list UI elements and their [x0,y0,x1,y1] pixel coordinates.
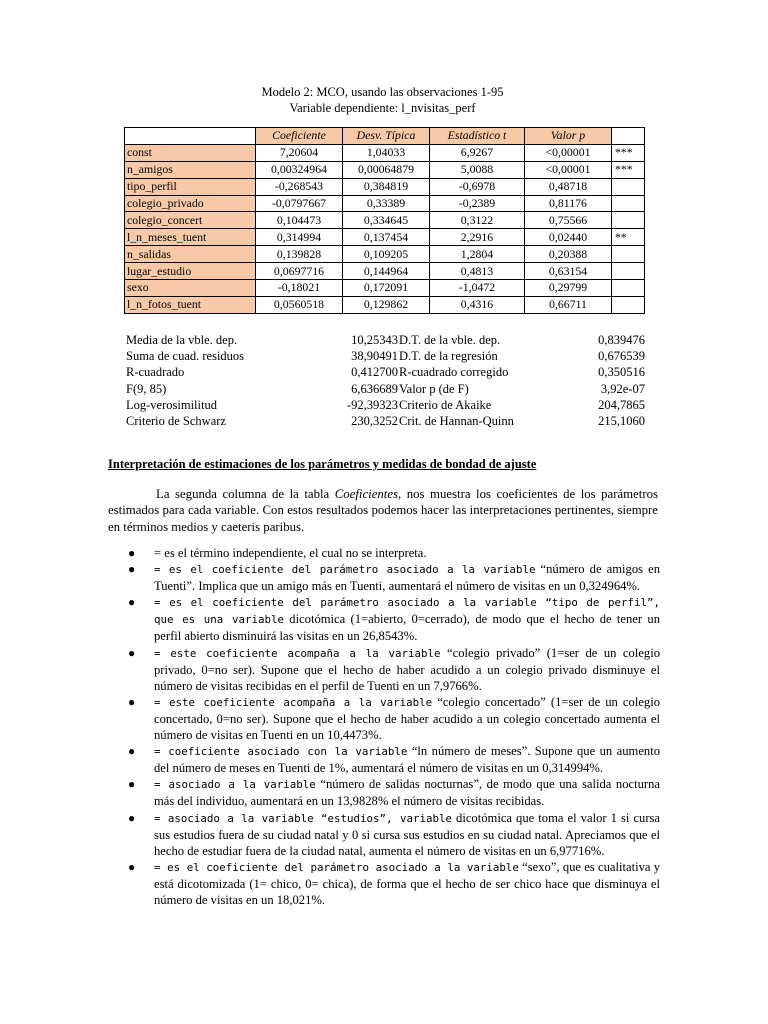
intro-text-before: La segunda columna de la tabla [156,487,335,501]
bullet-icon: ● [128,562,136,577]
list-item [108,545,660,561]
t-statistic-cell: -0,6978 [430,178,525,195]
header-valor-p: Valor p [525,128,612,145]
significance-stars-cell [612,280,645,297]
std-error-cell: 0,109205 [343,246,430,263]
table-row [125,229,645,246]
significance-stars-cell [612,212,645,229]
std-error-cell: 0,33389 [343,195,430,212]
coefficient-cell: 0,0697716 [256,263,343,280]
p-value-cell: 0,66711 [525,296,612,313]
stats-row [126,348,646,364]
stats-row [126,332,646,348]
table-body [125,144,645,313]
coefficient-cell: 0,104473 [256,212,343,229]
intro-paragraph [108,486,658,535]
coefficient-cell: -0,268543 [256,178,343,195]
t-statistic-cell: 0,4316 [430,296,525,313]
bullet-icon: ● [128,546,136,560]
stat-label-right: D.T. de la regresión [399,349,498,364]
std-error-cell: 0,334645 [343,212,430,229]
stat-value-left: 6,636689 [351,381,398,396]
bullet-icon: ● [128,694,136,709]
stat-value-right: 204,7865 [598,397,645,412]
table-row [125,178,645,195]
list-item-text: “ln número de meses”. Supone que un aumento del número de meses en Tuenti de 1%, aumentará el número de visitas en un 0,314994%. [154,744,660,776]
std-error-cell: 0,384819 [343,178,430,195]
stats-row [126,397,646,413]
stat-value-left: 0,412700 [351,365,398,380]
list-item-text: “número de amigos en Tuenti”. Implica que un amigo más en Tuenti, aumentará el número de visitas en un 0,324964%. [154,562,661,594]
bullet-icon: ● [128,859,136,874]
list-item-text: “sexo”, que es cualitativa y está dicotomizada (1= chico, 0= chica), de forma que el hecho de ser chico hace que disminuya el número de visitas en un 18,021%. [154,859,660,907]
p-value-cell: 0,48718 [525,178,612,195]
variable-name-cell: n_salidas [125,246,256,263]
p-value-cell: <0,00001 [525,144,612,161]
bullet-icon: ● [128,595,136,610]
list-item-lead: = este coeficiente acompaña a la variable [154,695,433,709]
significance-stars-cell: *** [612,161,645,178]
table-row [125,161,645,178]
list-item [108,776,660,809]
list-item-lead: = asociado a la variable [154,778,316,792]
list-item-text: dicotómica que toma el valor 1 si cursa sus estudios fuera de su ciudad natal y 0 si cursa sus estudios en su ciudad natal. Apreciamos que el hecho de estudiar fuera de la ciudad natal, aumenta el número de visitas en un 6,97716%. [154,810,660,858]
table-row [125,296,645,313]
list-item [108,810,660,859]
coefficient-cell: 0,00324964 [256,161,343,178]
intro-text-after: , nos muestra los coeficientes de los parámetros estimados para cada variable. Con estos resultados podemos hacer las interpretaciones pertinentes, siempre en términos medios y caeteris paribus. [108,487,659,534]
stat-label-left: Criterio de Schwarz [126,413,226,428]
list-item-text: “colegio privado” (1=ser de un colegio privado, 0=no ser). Supone que el hecho de haber acudido a un colegio privado disminuye el número de visitas recibidas en el perfil de Tuenti en un 7,9766%. [154,645,661,693]
list-item-lead: = coeficiente asociado con la variable [154,745,408,759]
table-row [125,263,645,280]
variable-name-cell: l_n_fotos_tuent [125,296,256,313]
coefficient-table [124,127,645,314]
stat-value-right: 0,676539 [598,349,645,364]
t-statistic-cell: -1,0472 [430,280,525,297]
bullet-icon: ● [128,777,136,792]
stat-label-left: Media de la vble. dep. [126,333,238,347]
list-item [108,743,660,776]
list-item-lead: = es el coeficiente del parámetro asociado a la variable “tipo de perfil”, que es una variable [154,596,660,627]
header-coeficiente: Coeficiente [256,128,343,145]
stat-value-left: -92,39323 [346,397,398,412]
stat-value-left: 10,25343 [351,333,398,347]
stat-value-right: 3,92e-07 [600,381,645,396]
significance-stars-cell [612,263,645,280]
coefficient-cell: -0,18021 [256,280,343,297]
stat-label-left: Suma de cuad. residuos [126,349,245,364]
variable-name-cell: const [125,144,256,161]
stats-row [126,381,646,397]
list-item-text: “número de salidas nocturnas”, de modo que una salida nocturna más del individuo, aumentará en un 13,9828% el número de visitas recibidas. [154,777,660,809]
stat-label-left: F(9, 85) [126,381,167,396]
goodness-of-fit-stats [126,332,646,429]
coefficient-cell: 0,0560518 [256,296,343,313]
list-item-lead: = este coeficiente acompaña a la variable [154,646,441,660]
stat-value-left: 230,3252 [351,413,398,428]
variable-name-cell: sexo [125,280,256,297]
significance-stars-cell: ** [612,229,645,246]
list-item-lead: = asociado a la variable “estudios”, variable [154,811,452,825]
t-statistic-cell: -0,2389 [430,195,525,212]
t-statistic-cell: 6,9267 [430,144,525,161]
model-header [120,84,645,116]
significance-stars-cell [612,246,645,263]
list-item-lead: = es el coeficiente del parámetro asociado a la variable [154,563,536,577]
list-item-text: = es el término independiente, el cual no se interpreta. [154,546,427,560]
stat-label-right: R-cuadrado corregido [399,365,509,380]
stat-label-left: Log-verosimilitud [126,397,217,412]
model-title: Modelo 2: MCO, usando las observaciones 1-95 [261,85,504,99]
p-value-cell: 0,75566 [525,212,612,229]
std-error-cell: 1,04033 [343,144,430,161]
std-error-cell: 0,00064879 [343,161,430,178]
p-value-cell: 0,81176 [525,195,612,212]
t-statistic-cell: 0,3122 [430,212,525,229]
significance-stars-cell [612,296,645,313]
t-statistic-cell: 2,2916 [430,229,525,246]
std-error-cell: 0,137454 [343,229,430,246]
stat-label-right: Criterio de Akaike [399,397,492,412]
coefficient-cell: -0,0797667 [256,195,343,212]
t-statistic-cell: 5,0088 [430,161,525,178]
header-stars-cell [612,128,645,145]
variable-name-cell: colegio_privado [125,195,256,212]
stat-label-right: Valor p (de F) [399,381,469,396]
p-value-cell: 0,20388 [525,246,612,263]
std-error-cell: 0,129862 [343,296,430,313]
list-item [108,694,660,743]
dependent-variable: Variable dependiente: l_nvisitas_perf [289,101,476,115]
table-row [125,212,645,229]
section-title: Interpretación de estimaciones de los parámetros y medidas de bondad de ajuste [108,457,537,471]
coefficient-cell: 0,139828 [256,246,343,263]
table-header-row [125,128,645,145]
table-row [125,246,645,263]
stat-value-right: 0,839476 [598,333,645,347]
stat-label-right: Crit. de Hannan-Quinn [399,413,514,428]
stat-value-right: 0,350516 [598,365,645,380]
p-value-cell: 0,29799 [525,280,612,297]
variable-name-cell: n_amigos [125,161,256,178]
intro-italic-word: Coeficientes [334,487,399,501]
table-row [125,195,645,212]
significance-stars-cell [612,195,645,212]
t-statistic-cell: 0,4813 [430,263,525,280]
t-statistic-cell: 1,2804 [430,246,525,263]
bullet-icon: ● [128,810,136,825]
list-item-text: dicotómica (1=abierto, 0=cerrado), de modo que el hecho de tener un perfil abierto disminuirá las visitas en un 26,8543%. [154,612,660,644]
std-error-cell: 0,172091 [343,280,430,297]
p-value-cell: 0,02440 [525,229,612,246]
table-row [125,280,645,297]
significance-stars-cell: *** [612,144,645,161]
interpretation-list [108,545,660,908]
list-item [108,561,660,594]
stats-row [126,364,646,380]
std-error-cell: 0,144964 [343,263,430,280]
coefficient-cell: 0,314994 [256,229,343,246]
stat-value-left: 38,90491 [351,349,398,364]
list-item-lead: = es el coeficiente del parámetro asociado a la variable [154,860,519,874]
variable-name-cell: l_n_meses_tuent [125,229,256,246]
list-item-text: “colegio concertado” (1=ser de un colegio concertado, 0=no ser). Supone que el hecho de haber acudido a un colegio concertado aumenta el número de visitas en Tuenti en un 10,4473%. [154,694,660,743]
list-item [108,859,660,908]
stat-label-right: D.T. de la vble. dep. [399,333,501,347]
table-row [125,144,645,161]
significance-stars-cell [612,178,645,195]
variable-name-cell: colegio_concert [125,212,256,229]
p-value-cell: 0,63154 [525,263,612,280]
list-item [108,645,660,694]
header-desv-tipica: Desv. Típica [343,128,430,145]
bullet-icon: ● [128,645,136,660]
header-blank-cell [125,128,256,145]
stat-label-left: R-cuadrado [126,365,185,380]
bullet-icon: ● [128,744,136,759]
header-estadistico-t: Estadístico t [430,128,525,145]
list-item [108,594,660,644]
stats-row [126,413,646,429]
p-value-cell: <0,00001 [525,161,612,178]
coefficient-cell: 7,20604 [256,144,343,161]
variable-name-cell: tipo_perfil [125,178,256,195]
variable-name-cell: lugar_estudio [125,263,256,280]
stat-value-right: 215,1060 [598,413,645,428]
